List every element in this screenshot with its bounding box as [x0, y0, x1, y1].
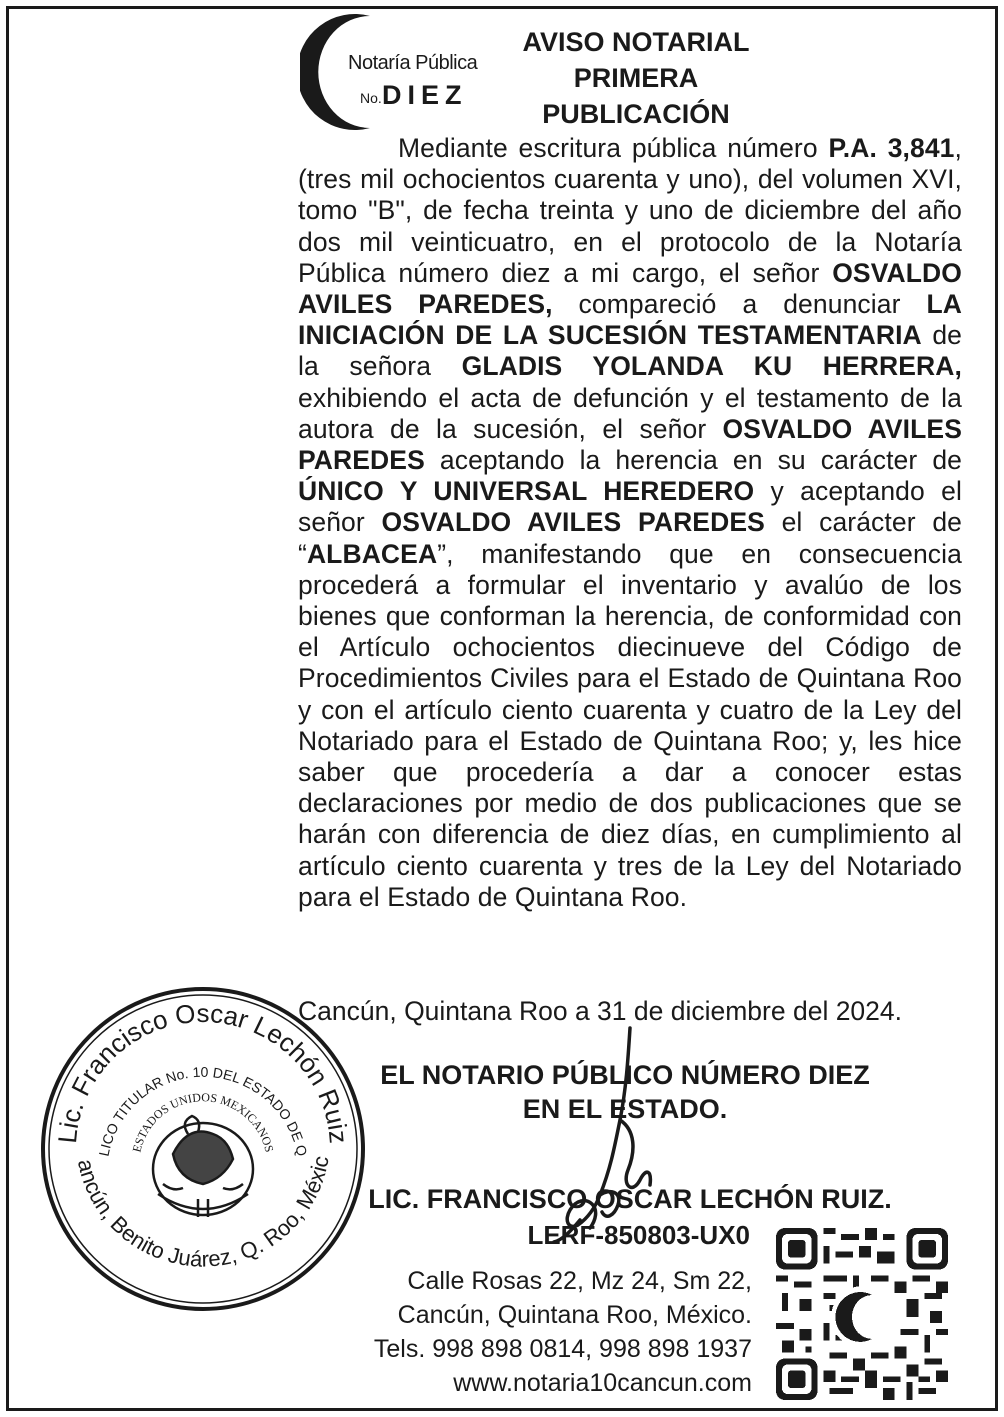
body-text: aceptando la herencia en su carácter de: [424, 445, 962, 476]
contact-block: [300, 1264, 752, 1400]
body-text: compareció a denunciar: [552, 289, 927, 320]
title-line-3: PUBLICACIÓN: [542, 99, 730, 129]
website-link[interactable]: www.notaria10cancun.com: [453, 1369, 752, 1397]
seal-bottom-text: ancún, Benito Juárez, Q. Roo, Méxic: [72, 1153, 334, 1272]
body-text: el carácter de “: [298, 507, 962, 569]
succession-type: LA INICIACIÓN DE LA SUCESIÓN TESTAMENTARIA: [298, 289, 962, 351]
notice-body: [298, 133, 962, 913]
signer-name: LIC. FRANCISCO OSCAR LECHÓN RUIZ.: [368, 1184, 892, 1214]
seal-center-text: ESTADOS UNIDOS MEXICANOS: [129, 1090, 277, 1154]
body-text: y aceptando el señor: [298, 476, 962, 538]
person-name: OSVALDO AVILES PAREDES: [381, 507, 765, 538]
phone-numbers: Tels. 998 898 0814, 998 898 1937: [373, 1335, 752, 1363]
title-line-1: AVISO NOTARIAL: [522, 27, 750, 57]
notice-title: [506, 24, 766, 132]
address-line-2: Cancún, Quintana Roo, México.: [397, 1301, 752, 1329]
logo-number-word: DIEZ: [382, 80, 468, 110]
tax-id: LERF-850803-UX0: [527, 1220, 750, 1250]
coat-of-arms-icon: [153, 1116, 253, 1217]
address-line-1: Calle Rosas 22, Mz 24, Sm 22,: [407, 1267, 752, 1295]
logo-title: Notaría Pública: [348, 52, 478, 74]
body-text: ”, manifestando que en consecuencia procederá a formular el inventario y avalúo de los bienes que conforman la herencia, de conformidad con el Artículo ochocientos diecinueve del Código de Procedimientos Civiles para el Estado de Quintana Roo y con el artículo ciento cuarenta y cuatro de la Ley del Notariado para el Estado de Quintana Roo; y, les hice saber que procedería a dar a conocer estas declaraciones por medio de dos publicaciones que se harán con diferencia de diez días, en cumplimiento al artículo ciento cuarenta y tres de la Ley del Notariado para el Estado de Quintana Roo.: [298, 538, 962, 912]
notary-logo: [300, 10, 500, 130]
notary-line-1: EL NOTARIO PÚBLICO NÚMERO DIEZ: [380, 1060, 870, 1090]
body-text: , (tres mil ochocientos cuarenta y uno), del volumen XVI, tomo "B", de fecha treinta y uno de diciembre del año dos mil veinticuatro, en el protocolo de la Notaría Pública número diez a mi cargo, el señor: [298, 133, 962, 288]
person-name: OSVALDO AVILES PAREDES,: [298, 257, 962, 320]
body-text: Mediante escritura pública número: [398, 133, 829, 163]
issue-date: Cancún, Quintana Roo a 31 de diciembre del 2024.: [298, 996, 903, 1026]
seal-outer-text: Lic. Francisco Oscar Lechón Ruiz: [52, 997, 354, 1145]
heir-role: ÚNICO Y UNIVERSAL HEREDERO: [298, 476, 755, 507]
person-name: OSVALDO AVILES PAREDES: [298, 413, 962, 476]
notary-line-2: EN EL ESTADO.: [522, 1094, 728, 1124]
qr-code-icon: [776, 1228, 948, 1400]
body-text: de la señora: [298, 320, 963, 382]
logo-number-prefix: No.: [360, 90, 382, 106]
deceased-name: GLADIS YOLANDA KU HERRERA,: [461, 351, 962, 382]
deed-number: P.A. 3,841: [828, 133, 955, 163]
title-line-2: PRIMERA: [573, 63, 699, 93]
handwritten-signature: [540, 1020, 670, 1250]
body-text: exhibiendo el acta de defunción y el testamento de la autora de la sucesión, el señor: [298, 382, 962, 444]
seal-inner-text: LICO TITULAR No. 10 DEL ESTADO DE Q: [95, 1063, 311, 1158]
executor-role: ALBACEA: [306, 538, 438, 569]
